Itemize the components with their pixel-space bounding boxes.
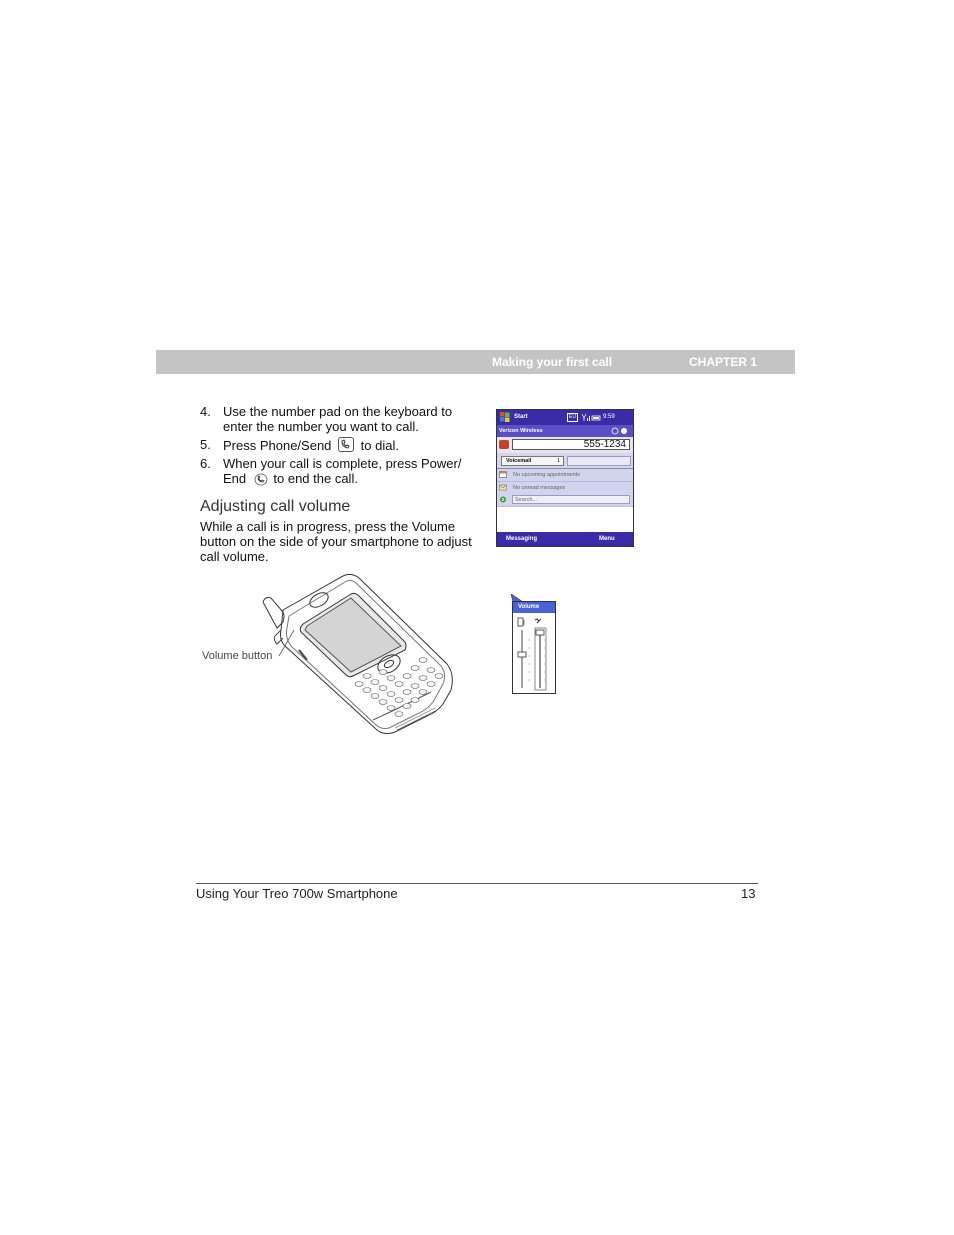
step-text xyxy=(223,437,475,453)
softkey-menu[interactable]: Menu xyxy=(599,536,615,542)
footer-book-title: Using Your Treo 700w Smartphone xyxy=(196,886,398,901)
voicemail-count: 1 xyxy=(556,458,560,464)
envelope-icon xyxy=(499,484,507,491)
volume-title: Volume xyxy=(518,604,540,610)
windows-flag-icon xyxy=(500,412,510,422)
softkey-bar xyxy=(497,532,633,546)
step-text-after: to dial. xyxy=(360,438,399,453)
signal-battery-icon xyxy=(581,413,601,422)
ringer-slider-thumb xyxy=(518,652,526,657)
call-volume-thumb xyxy=(536,630,544,635)
section-title: Making your first call xyxy=(492,355,613,369)
ringer-icon xyxy=(518,618,523,626)
callout-leader-line xyxy=(262,628,296,658)
voicemail-button[interactable] xyxy=(501,456,564,466)
speaker-icon xyxy=(535,619,541,623)
voicemail-row xyxy=(497,453,633,469)
step-number: 5. xyxy=(200,437,211,452)
connectivity-icons xyxy=(611,427,631,435)
volume-popup xyxy=(512,601,556,694)
carrier-name: Verizon Wireless xyxy=(499,428,543,434)
screen-title-bar xyxy=(497,410,633,425)
step-item xyxy=(200,404,475,434)
step-number: 4. xyxy=(200,404,211,419)
section-body: While a call is in progress, press the Volume button on the side of your smartphone to adjust call volume. xyxy=(200,519,472,564)
steps-list xyxy=(200,404,475,489)
search-arrow-icon xyxy=(499,496,507,503)
carrier-bar xyxy=(497,425,633,437)
step-text-before: Press Phone/Send xyxy=(223,438,332,453)
start-label[interactable]: Start xyxy=(514,414,528,420)
appointments-text: No upcoming appointments xyxy=(513,472,580,478)
power-end-icon xyxy=(253,472,267,485)
today-screen-screenshot xyxy=(496,409,634,547)
phone-icon xyxy=(499,440,509,449)
clock-time: 9:59 xyxy=(603,414,615,420)
search-placeholder: Search... xyxy=(515,497,538,503)
dial-number: 555-1234 xyxy=(583,439,626,450)
step-text: Use the number pad on the keyboard to enter the number you want to call. xyxy=(223,404,453,434)
step-text-before: When your call is complete, press Power/ End xyxy=(223,456,462,486)
section-heading: Adjusting call volume xyxy=(200,498,351,515)
footer-rule xyxy=(196,883,758,884)
chapter-label: CHAPTER 1 xyxy=(689,355,758,369)
softkey-messaging[interactable]: Messaging xyxy=(506,536,538,542)
step-number: 6. xyxy=(200,456,211,471)
volume-button-callout: Volume button xyxy=(202,650,273,662)
search-field[interactable] xyxy=(512,495,630,504)
step-item xyxy=(200,456,475,486)
step-text-after: to end the call. xyxy=(273,471,358,486)
calendar-icon xyxy=(499,471,507,478)
step-text xyxy=(223,456,475,486)
dial-row xyxy=(497,437,633,453)
voicemail-label: Voicemail xyxy=(506,458,532,464)
volume-title-bar xyxy=(513,602,555,613)
phone-send-icon xyxy=(338,437,354,452)
step-item xyxy=(200,437,475,453)
speed-dial-button[interactable] xyxy=(567,456,631,466)
eu-indicator: EU xyxy=(569,414,576,420)
page-number: 13 xyxy=(741,886,756,901)
messages-text: No unread messages xyxy=(513,485,566,491)
volume-sliders[interactable] xyxy=(517,616,551,692)
search-row[interactable] xyxy=(497,494,633,507)
dial-number-field[interactable] xyxy=(512,439,630,450)
appointments-row[interactable] xyxy=(497,469,633,482)
